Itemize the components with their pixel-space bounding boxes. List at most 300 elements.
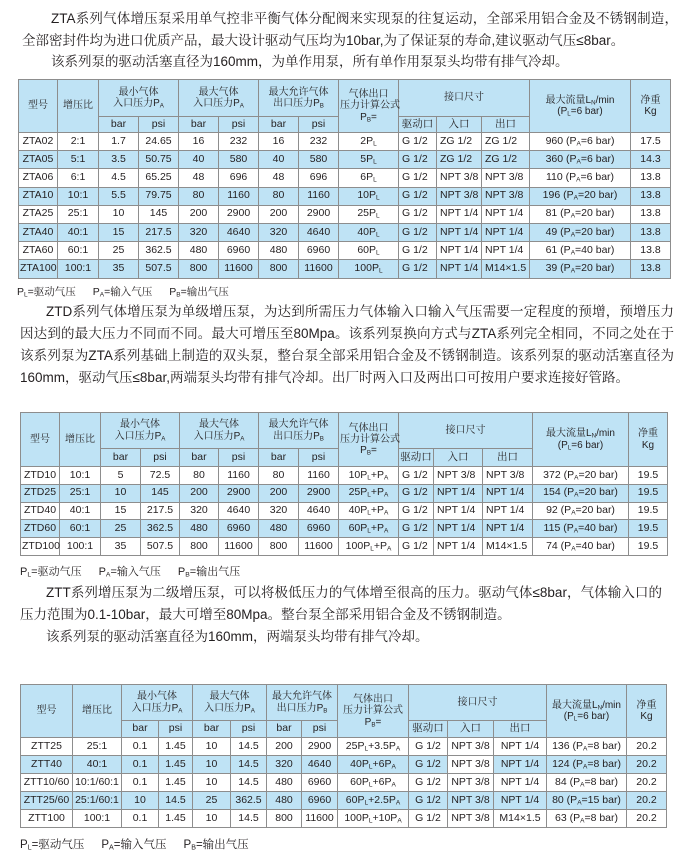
table-row <box>19 133 671 151</box>
cell-ratio: 6:1 <box>58 169 99 187</box>
table-row <box>21 774 667 792</box>
cell-min-in-bar: 5.5 <box>99 187 139 205</box>
cell-min-in-bar: 25 <box>101 520 141 538</box>
header-max-inlet: 最大气体 入口压力$P_A$ <box>193 685 267 721</box>
cell-max-out-psi: 11600 <box>299 538 339 556</box>
cell-max-flow: 49 ($P_A=20$ bar) <box>530 223 631 241</box>
cell-formula: $25P_L$ <box>339 205 399 223</box>
header-ratio: 增压比 <box>58 80 99 133</box>
cell-outlet: NPT 1/4 <box>483 502 533 520</box>
cell-ratio: 100:1 <box>60 538 101 556</box>
cell-min-in-bar: 0.1 <box>122 756 159 774</box>
cell-max-flow: 196 ($P_A=20$ bar) <box>530 187 631 205</box>
zta-spec-table <box>18 79 671 279</box>
cell-drive-port: G 1/2 <box>399 484 434 502</box>
cell-min-in-psi: 507.5 <box>139 260 179 278</box>
cell-inlet: NPT 1/4 <box>437 205 482 223</box>
header-max-outlet-psi: psi <box>299 117 339 133</box>
cell-max-out-psi: 11600 <box>299 260 339 278</box>
cell-min-in-psi: 1.45 <box>159 756 193 774</box>
cell-weight: 20.2 <box>627 756 667 774</box>
cell-max-in-psi: 14.5 <box>231 810 267 828</box>
cell-max-out-bar: 800 <box>259 538 299 556</box>
cell-model: ZTT10/60 <box>21 774 73 792</box>
cell-outlet: NPT 3/8 <box>482 169 530 187</box>
header-inlet: 入口 <box>437 117 482 133</box>
cell-outlet: NPT 1/4 <box>482 223 530 241</box>
header-drive-port: 驱动口 <box>409 721 448 738</box>
cell-drive-port: G 1/2 <box>409 756 448 774</box>
cell-drive-port: G 1/2 <box>409 792 448 810</box>
intro-paragraph <box>22 8 678 51</box>
header-weight: 净重 Kg <box>631 80 671 133</box>
cell-formula: $60P_L+2.5P_A$ <box>338 792 409 810</box>
header-ports: 接口尺寸 <box>399 80 530 117</box>
cell-model: ZTT100 <box>21 810 73 828</box>
ztt-spec-table <box>20 684 667 828</box>
cell-max-in-bar: 80 <box>180 467 219 485</box>
cell-outlet: NPT 1/4 <box>494 756 547 774</box>
cell-max-out-bar: 80 <box>259 467 299 485</box>
intro-line: 该系列泵为ZTA系列基础上制造的双头泵，整台泵全部采用铝合金及不锈钢制造。该系列泵的驱动活塞直径为 <box>20 348 674 363</box>
cell-formula: $100P_L+10P_A$ <box>338 810 409 828</box>
cell-min-in-psi: 1.45 <box>159 738 193 756</box>
cell-min-in-bar: 25 <box>99 242 139 260</box>
cell-max-flow: 136 ($P_A=8$ bar) <box>547 738 627 756</box>
cell-min-in-psi: 14.5 <box>159 792 193 810</box>
cell-max-flow: 960 ($P_A=6$ bar) <box>530 133 631 151</box>
cell-min-in-bar: 1.7 <box>99 133 139 151</box>
cell-max-in-bar: 80 <box>179 187 219 205</box>
cell-formula: $6P_L$ <box>339 169 399 187</box>
intro-paragraph <box>20 301 674 389</box>
cell-min-in-bar: 35 <box>101 538 141 556</box>
intro-line: 160mm，驱动气压≤8bar,两端泵头均带有排气冷却。出厂时两入口及两出口可按用户要求连接好管路。 <box>20 370 629 385</box>
cell-formula: $60P_L+P_A$ <box>339 520 399 538</box>
cell-inlet: ZG 1/2 <box>437 151 482 169</box>
cell-ratio: 25:1 <box>58 205 99 223</box>
cell-min-in-bar: 3.5 <box>99 151 139 169</box>
legend-item: $P_L=$驱动气压 <box>20 566 82 579</box>
intro-paragraph <box>20 626 662 648</box>
cell-ratio: 10:1 <box>58 187 99 205</box>
header-max-inlet-psi: psi <box>219 449 259 467</box>
header-min-inlet-psi: psi <box>139 117 179 133</box>
cell-drive-port: G 1/2 <box>399 133 437 151</box>
cell-weight: 13.8 <box>631 223 671 241</box>
cell-min-in-psi: 1.45 <box>159 774 193 792</box>
cell-max-in-psi: 6960 <box>219 520 259 538</box>
cell-formula: $40P_L+P_A$ <box>339 502 399 520</box>
cell-max-in-bar: 200 <box>179 205 219 223</box>
table-row <box>21 756 667 774</box>
header-ratio: 增压比 <box>60 413 101 467</box>
cell-max-in-psi: 1160 <box>219 187 259 205</box>
zta-intro-text <box>22 8 678 73</box>
intro-paragraph <box>22 51 678 73</box>
zta-pressure-legend <box>17 284 246 299</box>
cell-max-in-bar: 200 <box>180 484 219 502</box>
legend-item: $P_L=$驱动气压 <box>20 839 85 852</box>
cell-max-out-psi: 696 <box>299 169 339 187</box>
cell-weight: 19.5 <box>629 520 668 538</box>
header-min-inlet-bar: bar <box>99 117 139 133</box>
intro-line: 全部密封件均为进口优质产品，最大设计驱动气压均为10bar,为了保证泵的寿命,建议驱动气压≤8bar。 <box>22 32 625 48</box>
header-max-inlet-bar: bar <box>179 117 219 133</box>
cell-max-flow: 63 ($P_A=8$ bar) <box>547 810 627 828</box>
table-row <box>19 169 671 187</box>
cell-inlet: NPT 3/8 <box>434 467 483 485</box>
cell-drive-port: G 1/2 <box>399 520 434 538</box>
ztd-intro-text <box>20 301 674 389</box>
cell-model: ZTA05 <box>19 151 58 169</box>
table-row <box>19 260 671 278</box>
intro-line: 该系列泵的驱动活塞直径为160mm，两端泵头均带有排气冷却。 <box>46 629 429 644</box>
table-row <box>21 502 668 520</box>
cell-ratio: 25:1 <box>60 484 101 502</box>
table-header <box>21 685 667 738</box>
cell-ratio: 40:1 <box>60 502 101 520</box>
header-inlet: 入口 <box>434 449 483 467</box>
header-row-groups <box>21 685 667 721</box>
cell-outlet: NPT 3/8 <box>483 467 533 485</box>
cell-max-in-psi: 11600 <box>219 538 259 556</box>
header-formula: 气体出口 压力计算公式 $P_B=$ <box>338 685 409 738</box>
cell-inlet: NPT 1/4 <box>437 242 482 260</box>
cell-min-in-bar: 0.1 <box>122 738 159 756</box>
cell-weight: 13.8 <box>631 205 671 223</box>
cell-max-out-bar: 200 <box>259 484 299 502</box>
cell-max-in-psi: 6960 <box>219 242 259 260</box>
cell-min-in-psi: 1.45 <box>159 810 193 828</box>
header-max-outlet-bar: bar <box>267 721 302 738</box>
cell-drive-port: G 1/2 <box>399 242 437 260</box>
header-min-inlet: 最小气体 入口压力$P_A$ <box>99 80 179 117</box>
cell-model: ZTA40 <box>19 223 58 241</box>
cell-weight: 20.2 <box>627 738 667 756</box>
legend-item: $P_A=$输入气压 <box>92 286 153 299</box>
cell-model: ZTD40 <box>21 502 60 520</box>
cell-weight: 20.2 <box>627 810 667 828</box>
cell-max-in-psi: 1160 <box>219 467 259 485</box>
intro-line: 压力范围为0.1-10bar，最大可增至80Mpa。整台泵全部采用铝合金及不锈钢制造。 <box>20 607 511 622</box>
header-row-units <box>21 721 667 738</box>
cell-outlet: NPT 1/4 <box>482 242 530 260</box>
cell-inlet: NPT 3/8 <box>448 774 494 792</box>
cell-ratio: 40:1 <box>73 756 122 774</box>
cell-max-out-psi: 232 <box>299 133 339 151</box>
header-ports: 接口尺寸 <box>409 685 547 721</box>
legend-item: $P_L=$驱动气压 <box>17 286 76 299</box>
cell-min-in-bar: 15 <box>99 223 139 241</box>
cell-max-out-bar: 480 <box>259 242 299 260</box>
cell-drive-port: G 1/2 <box>409 738 448 756</box>
cell-ratio: 2:1 <box>58 133 99 151</box>
cell-outlet: NPT 1/4 <box>494 738 547 756</box>
cell-inlet: NPT 1/4 <box>434 502 483 520</box>
header-model: 型号 <box>19 80 58 133</box>
cell-max-flow: 74 ($P_A=40$ bar) <box>533 538 629 556</box>
cell-max-out-bar: 800 <box>259 260 299 278</box>
cell-formula: $60P_L+6P_A$ <box>338 774 409 792</box>
cell-max-in-psi: 362.5 <box>231 792 267 810</box>
intro-line: 该系列泵的驱动活塞直径为160mm，为单作用泵，所有单作用泵泵头均带有排气冷却。 <box>51 54 569 69</box>
table-row <box>21 467 668 485</box>
cell-min-in-bar: 10 <box>101 484 141 502</box>
table-row <box>21 520 668 538</box>
cell-ratio: 10:1/60:1 <box>73 774 122 792</box>
cell-max-out-psi: 4640 <box>299 223 339 241</box>
legend-item: $P_B=$输出气压 <box>183 839 249 852</box>
cell-ratio: 25:1 <box>73 738 122 756</box>
cell-inlet: NPT 3/8 <box>437 187 482 205</box>
legend-item: $P_A=$输入气压 <box>101 839 167 852</box>
cell-min-in-bar: 35 <box>99 260 139 278</box>
header-max-inlet-psi: psi <box>219 117 259 133</box>
cell-max-in-bar: 10 <box>193 774 231 792</box>
cell-model: ZTA06 <box>19 169 58 187</box>
cell-max-out-bar: 800 <box>267 810 302 828</box>
cell-max-out-psi: 580 <box>299 151 339 169</box>
cell-inlet: NPT 3/8 <box>448 810 494 828</box>
ztt-intro-text <box>20 582 662 648</box>
cell-max-in-psi: 2900 <box>219 484 259 502</box>
cell-drive-port: G 1/2 <box>399 538 434 556</box>
cell-weight: 13.8 <box>631 242 671 260</box>
cell-max-in-bar: 10 <box>193 738 231 756</box>
intro-line: ZTD系列气体增压泵为单级增压泵，为达到所需压力气体输入口输入气压需要一定程度的预增，预增压力 <box>46 304 674 319</box>
ztd-spec-table <box>20 412 668 556</box>
cell-max-flow: 115 ($P_A=40$ bar) <box>533 520 629 538</box>
cell-formula: $10P_L$ <box>339 187 399 205</box>
cell-formula: $60P_L$ <box>339 242 399 260</box>
header-min-inlet: 最小气体 入口压力$P_A$ <box>101 413 180 449</box>
cell-drive-port: G 1/2 <box>409 774 448 792</box>
table-header <box>21 413 668 467</box>
cell-outlet: NPT 1/4 <box>483 484 533 502</box>
cell-max-in-bar: 480 <box>179 242 219 260</box>
cell-inlet: NPT 3/8 <box>448 756 494 774</box>
cell-max-in-bar: 48 <box>179 169 219 187</box>
cell-max-out-bar: 480 <box>259 520 299 538</box>
cell-max-flow: 360 ($P_A=6$ bar) <box>530 151 631 169</box>
cell-inlet: NPT 1/4 <box>434 484 483 502</box>
cell-min-in-psi: 145 <box>139 205 179 223</box>
cell-weight: 19.5 <box>629 502 668 520</box>
table-row <box>21 738 667 756</box>
cell-max-out-psi: 2900 <box>299 205 339 223</box>
cell-max-in-bar: 10 <box>193 756 231 774</box>
cell-inlet: NPT 3/8 <box>448 738 494 756</box>
header-drive-port: 驱动口 <box>399 449 434 467</box>
cell-outlet: M14×1.5 <box>494 810 547 828</box>
header-max-outlet-bar: bar <box>259 449 299 467</box>
cell-max-in-bar: 25 <box>193 792 231 810</box>
header-max-outlet-psi: psi <box>299 449 339 467</box>
header-max-outlet-psi: psi <box>302 721 338 738</box>
cell-max-in-bar: 800 <box>180 538 219 556</box>
table-body <box>21 467 668 556</box>
cell-max-out-bar: 40 <box>259 151 299 169</box>
legend-item: $P_B=$输出气压 <box>177 566 241 579</box>
table-row <box>19 187 671 205</box>
cell-min-in-psi: 145 <box>141 484 180 502</box>
cell-min-in-bar: 10 <box>122 792 159 810</box>
cell-model: ZTA60 <box>19 242 58 260</box>
cell-outlet: M14×1.5 <box>483 538 533 556</box>
cell-formula: $10P_L+P_A$ <box>339 467 399 485</box>
cell-max-in-psi: 14.5 <box>231 738 267 756</box>
cell-formula: $25P_L+P_A$ <box>339 484 399 502</box>
cell-model: ZTT40 <box>21 756 73 774</box>
header-max-outlet: 最大允许气体 出口压力$P_B$ <box>259 80 339 117</box>
header-outlet: 出口 <box>483 449 533 467</box>
table-header <box>19 80 671 133</box>
cell-max-out-psi: 2900 <box>302 738 338 756</box>
cell-drive-port: G 1/2 <box>399 205 437 223</box>
cell-min-in-bar: 5 <box>101 467 141 485</box>
cell-max-out-psi: 4640 <box>302 756 338 774</box>
cell-max-flow: 39 ($P_A=20$ bar) <box>530 260 631 278</box>
cell-max-flow: 92 ($P_A=20$ bar) <box>533 502 629 520</box>
cell-max-out-bar: 200 <box>267 738 302 756</box>
cell-max-out-psi: 11600 <box>302 810 338 828</box>
table-row <box>21 484 668 502</box>
cell-max-in-bar: 320 <box>179 223 219 241</box>
header-inlet: 入口 <box>448 721 494 738</box>
cell-max-out-bar: 320 <box>259 502 299 520</box>
header-max-outlet: 最大允许气体 出口压力$P_B$ <box>259 413 339 449</box>
table-row <box>19 242 671 260</box>
cell-inlet: NPT 3/8 <box>437 169 482 187</box>
header-model: 型号 <box>21 685 73 738</box>
cell-outlet: ZG 1/2 <box>482 133 530 151</box>
cell-max-flow: 80 ($P_A=15$ bar) <box>547 792 627 810</box>
cell-model: ZTA10 <box>19 187 58 205</box>
header-min-inlet-psi: psi <box>159 721 193 738</box>
intro-line: ZTT系列增压泵为二级增压泵，可以将极低压力的气体增至很高的压力。驱动气体≤8bar，气体输入口的 <box>46 585 662 600</box>
cell-max-out-bar: 320 <box>259 223 299 241</box>
ztd-pressure-legend <box>20 563 257 579</box>
cell-max-out-psi: 1160 <box>299 187 339 205</box>
header-flow: 最大流量$L_N/\min$ ($P_L=6$ bar) <box>533 413 629 467</box>
header-max-outlet: 最大允许气体 出口压力$P_B$ <box>267 685 338 721</box>
cell-drive-port: G 1/2 <box>399 151 437 169</box>
cell-weight: 13.8 <box>631 260 671 278</box>
cell-ratio: 5:1 <box>58 151 99 169</box>
cell-min-in-bar: 4.5 <box>99 169 139 187</box>
cell-inlet: NPT 1/4 <box>437 223 482 241</box>
cell-max-out-bar: 480 <box>267 792 302 810</box>
cell-weight: 19.5 <box>629 484 668 502</box>
cell-model: ZTD60 <box>21 520 60 538</box>
header-outlet: 出口 <box>494 721 547 738</box>
cell-min-in-psi: 65.25 <box>139 169 179 187</box>
cell-inlet: ZG 1/2 <box>437 133 482 151</box>
ztt-pressure-legend <box>20 836 266 852</box>
cell-formula: $100P_L+P_A$ <box>339 538 399 556</box>
header-row-units <box>21 449 668 467</box>
cell-weight: 14.3 <box>631 151 671 169</box>
cell-max-in-psi: 580 <box>219 151 259 169</box>
intro-line: 因达到的最大压力不同而不同。最大可增压至80Mpa。该系列泵换向方式与ZTA系列完全相同，不同之处在于 <box>20 326 674 341</box>
cell-max-flow: 81 ($P_A=20$ bar) <box>530 205 631 223</box>
cell-ratio: 60:1 <box>60 520 101 538</box>
cell-max-out-bar: 480 <box>267 774 302 792</box>
cell-max-in-psi: 4640 <box>219 502 259 520</box>
cell-ratio: 40:1 <box>58 223 99 241</box>
header-weight: 净重 Kg <box>629 413 668 467</box>
legend-item: $P_B=$输出气压 <box>169 286 229 299</box>
intro-paragraph <box>20 582 662 626</box>
table-row <box>21 538 668 556</box>
cell-min-in-psi: 50.75 <box>139 151 179 169</box>
cell-inlet: NPT 1/4 <box>434 520 483 538</box>
cell-formula: $40P_L$ <box>339 223 399 241</box>
header-drive-port: 驱动口 <box>399 117 437 133</box>
cell-formula: $5P_L$ <box>339 151 399 169</box>
cell-model: ZTT25 <box>21 738 73 756</box>
cell-weight: 17.5 <box>631 133 671 151</box>
cell-max-in-psi: 14.5 <box>231 756 267 774</box>
table-body <box>19 133 671 279</box>
cell-drive-port: G 1/2 <box>399 223 437 241</box>
cell-max-in-bar: 10 <box>193 810 231 828</box>
cell-max-in-psi: 11600 <box>219 260 259 278</box>
cell-weight: 20.2 <box>627 792 667 810</box>
header-flow: 最大流量$L_N/\min$ ($P_L=6$ bar) <box>530 80 631 133</box>
cell-inlet: NPT 1/4 <box>434 538 483 556</box>
cell-max-out-psi: 6960 <box>299 520 339 538</box>
cell-ratio: 60:1 <box>58 242 99 260</box>
header-max-inlet-bar: bar <box>193 721 231 738</box>
cell-max-out-bar: 320 <box>267 756 302 774</box>
cell-max-out-psi: 1160 <box>299 467 339 485</box>
cell-weight: 13.8 <box>631 169 671 187</box>
cell-min-in-psi: 24.65 <box>139 133 179 151</box>
header-ratio: 增压比 <box>73 685 122 738</box>
cell-drive-port: G 1/2 <box>399 260 437 278</box>
table-row <box>19 151 671 169</box>
cell-outlet: NPT 1/4 <box>494 792 547 810</box>
cell-max-in-psi: 2900 <box>219 205 259 223</box>
header-max-inlet-bar: bar <box>180 449 219 467</box>
cell-max-out-psi: 6960 <box>302 792 338 810</box>
cell-min-in-psi: 79.75 <box>139 187 179 205</box>
cell-max-out-psi: 6960 <box>299 242 339 260</box>
cell-formula: $25P_L+3.5P_A$ <box>338 738 409 756</box>
cell-inlet: NPT 3/8 <box>448 792 494 810</box>
table-row <box>21 810 667 828</box>
cell-max-in-bar: 16 <box>179 133 219 151</box>
cell-formula: $100P_L$ <box>339 260 399 278</box>
header-row-groups <box>19 80 671 117</box>
cell-weight: 19.5 <box>629 538 668 556</box>
table-row <box>19 205 671 223</box>
intro-line: ZTA系列气体增压泵采用单气控非平衡气体分配阀来实现泵的往复运动，全部采用铝合金及不锈钢制造， <box>51 11 678 26</box>
cell-max-flow: 372 ($P_A=20$ bar) <box>533 467 629 485</box>
cell-outlet: NPT 1/4 <box>483 520 533 538</box>
cell-max-flow: 110 ($P_A=6$ bar) <box>530 169 631 187</box>
header-formula: 气体出口 压力计算公式 $P_B=$ <box>339 413 399 467</box>
header-max-inlet: 最大气体 入口压力$P_A$ <box>179 80 259 117</box>
cell-max-in-bar: 40 <box>179 151 219 169</box>
header-max-outlet-bar: bar <box>259 117 299 133</box>
cell-min-in-bar: 0.1 <box>122 774 159 792</box>
header-model: 型号 <box>21 413 60 467</box>
cell-ratio: 100:1 <box>58 260 99 278</box>
header-ports: 接口尺寸 <box>399 413 533 449</box>
